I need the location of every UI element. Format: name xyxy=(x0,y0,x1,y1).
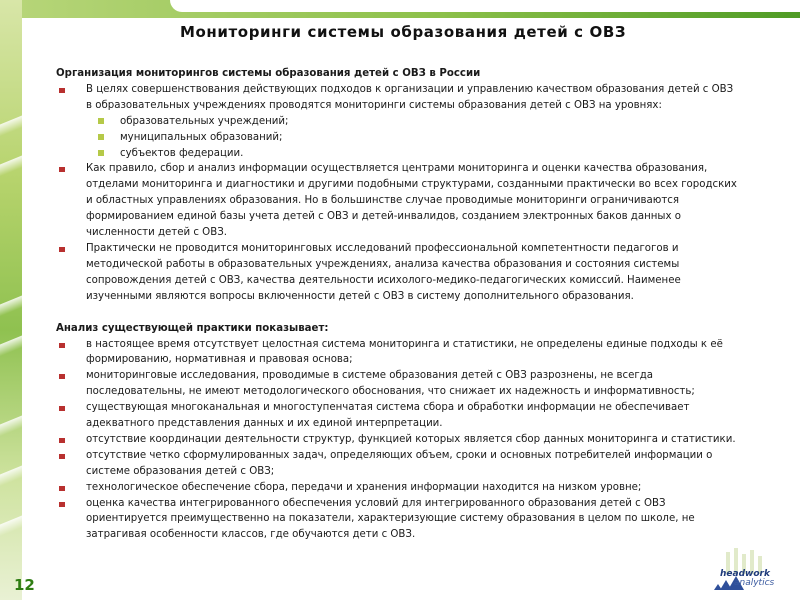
top-band-cutout xyxy=(170,0,800,12)
bullet-item: мониторинговые исследования, проводимые в системе образования детей с ОВЗ разрознены, не всегда последовательны, не имеют методологического обоснования, что снижает их надежность и информативность; xyxy=(56,368,742,400)
side-notch xyxy=(0,296,22,317)
page-number: 12 xyxy=(14,576,35,594)
side-decoration-bar xyxy=(0,0,22,600)
logo-wordmark xyxy=(720,570,774,588)
side-notch xyxy=(0,516,22,537)
bullet-item: отсутствие координации деятельности структур, функцией которых является сбор данных мониторинга и статистики. xyxy=(56,432,742,448)
bullet-item: технологическое обеспечение сбора, передачи и хранения информации находится на низком уровне; xyxy=(56,480,742,496)
bullet-item: Практически не проводится мониторинговых исследований профессиональной компетентности педагогов и методической работы в образовательных учреждениях, анализа качества образования и состояния системы сопровождения детей с ОВЗ, качества деятельности исихолого-медико-педагогических комиссий. Наименее изученными являются вопросы включенности детей с ОВЗ в систему дополнительного образования. xyxy=(56,241,742,305)
bullet-item: Как правило, сбор и анализ информации осуществляется центрами мониторинга и оценки качества образования, отделами мониторинга и диагностики и другими подобными структурами, созданными практически во всех городских и областных управлениях образования. Но в большинстве случае проводимые мониторинги ограничиваются формированием единой базы учета детей с ОВЗ и детей-инвалидов, созданием электронных баков данных о численности детей с ОВЗ. xyxy=(56,161,742,241)
section1-heading: Организация мониторингов системы образования детей с ОВЗ в России xyxy=(56,68,481,79)
sub-bullet-item: субъектов федерации. xyxy=(56,146,742,162)
side-notch xyxy=(0,116,22,137)
side-notch xyxy=(0,336,22,357)
side-notch xyxy=(0,416,22,437)
logo-line1: headwork xyxy=(720,569,770,579)
section2-heading: Анализ существующей практики показывает: xyxy=(56,322,329,334)
sub-bullet-item: муниципальных образований; xyxy=(56,130,742,146)
page-title: Мониторинги системы образования детей с ОВЗ xyxy=(180,23,627,41)
side-notch xyxy=(0,156,22,177)
logo-line2: analytics xyxy=(734,578,775,588)
bullet-item: в настоящее время отсутствует целостная система мониторинга и статистики, не определены единые подходы к её формированию, нормативная и правовая основа; xyxy=(56,337,742,369)
slide-content xyxy=(56,66,742,543)
bullet-item: отсутствие четко сформулированных задач, определяющих объем, сроки и основных потребителей информации о системе образования детей с ОВЗ; xyxy=(56,448,742,480)
sub-bullet-item: образовательных учреждений; xyxy=(56,114,742,130)
side-notch xyxy=(0,466,22,487)
bullet-item: В целях совершенствования действующих подходов к организации и управлению качеством образования детей с ОВЗ в образовательных учреждениях проводятся мониторинги системы образования детей с ОВЗ на уровнях: xyxy=(56,82,742,114)
bullet-item: оценка качества интегрированного обеспечения условий для интегрированного образования детей с ОВЗ ориентируется преимущественно на показатели, характеризующие систему образования в целом по школе, не затрагивая особенности классов, где обучаются дети с ОВЗ. xyxy=(56,496,742,544)
bullet-item: существующая многоканальная и многоступенчатая система сбора и обработки информации не обеспечивает адекватного представления данных и их единой интерпретации. xyxy=(56,400,742,432)
